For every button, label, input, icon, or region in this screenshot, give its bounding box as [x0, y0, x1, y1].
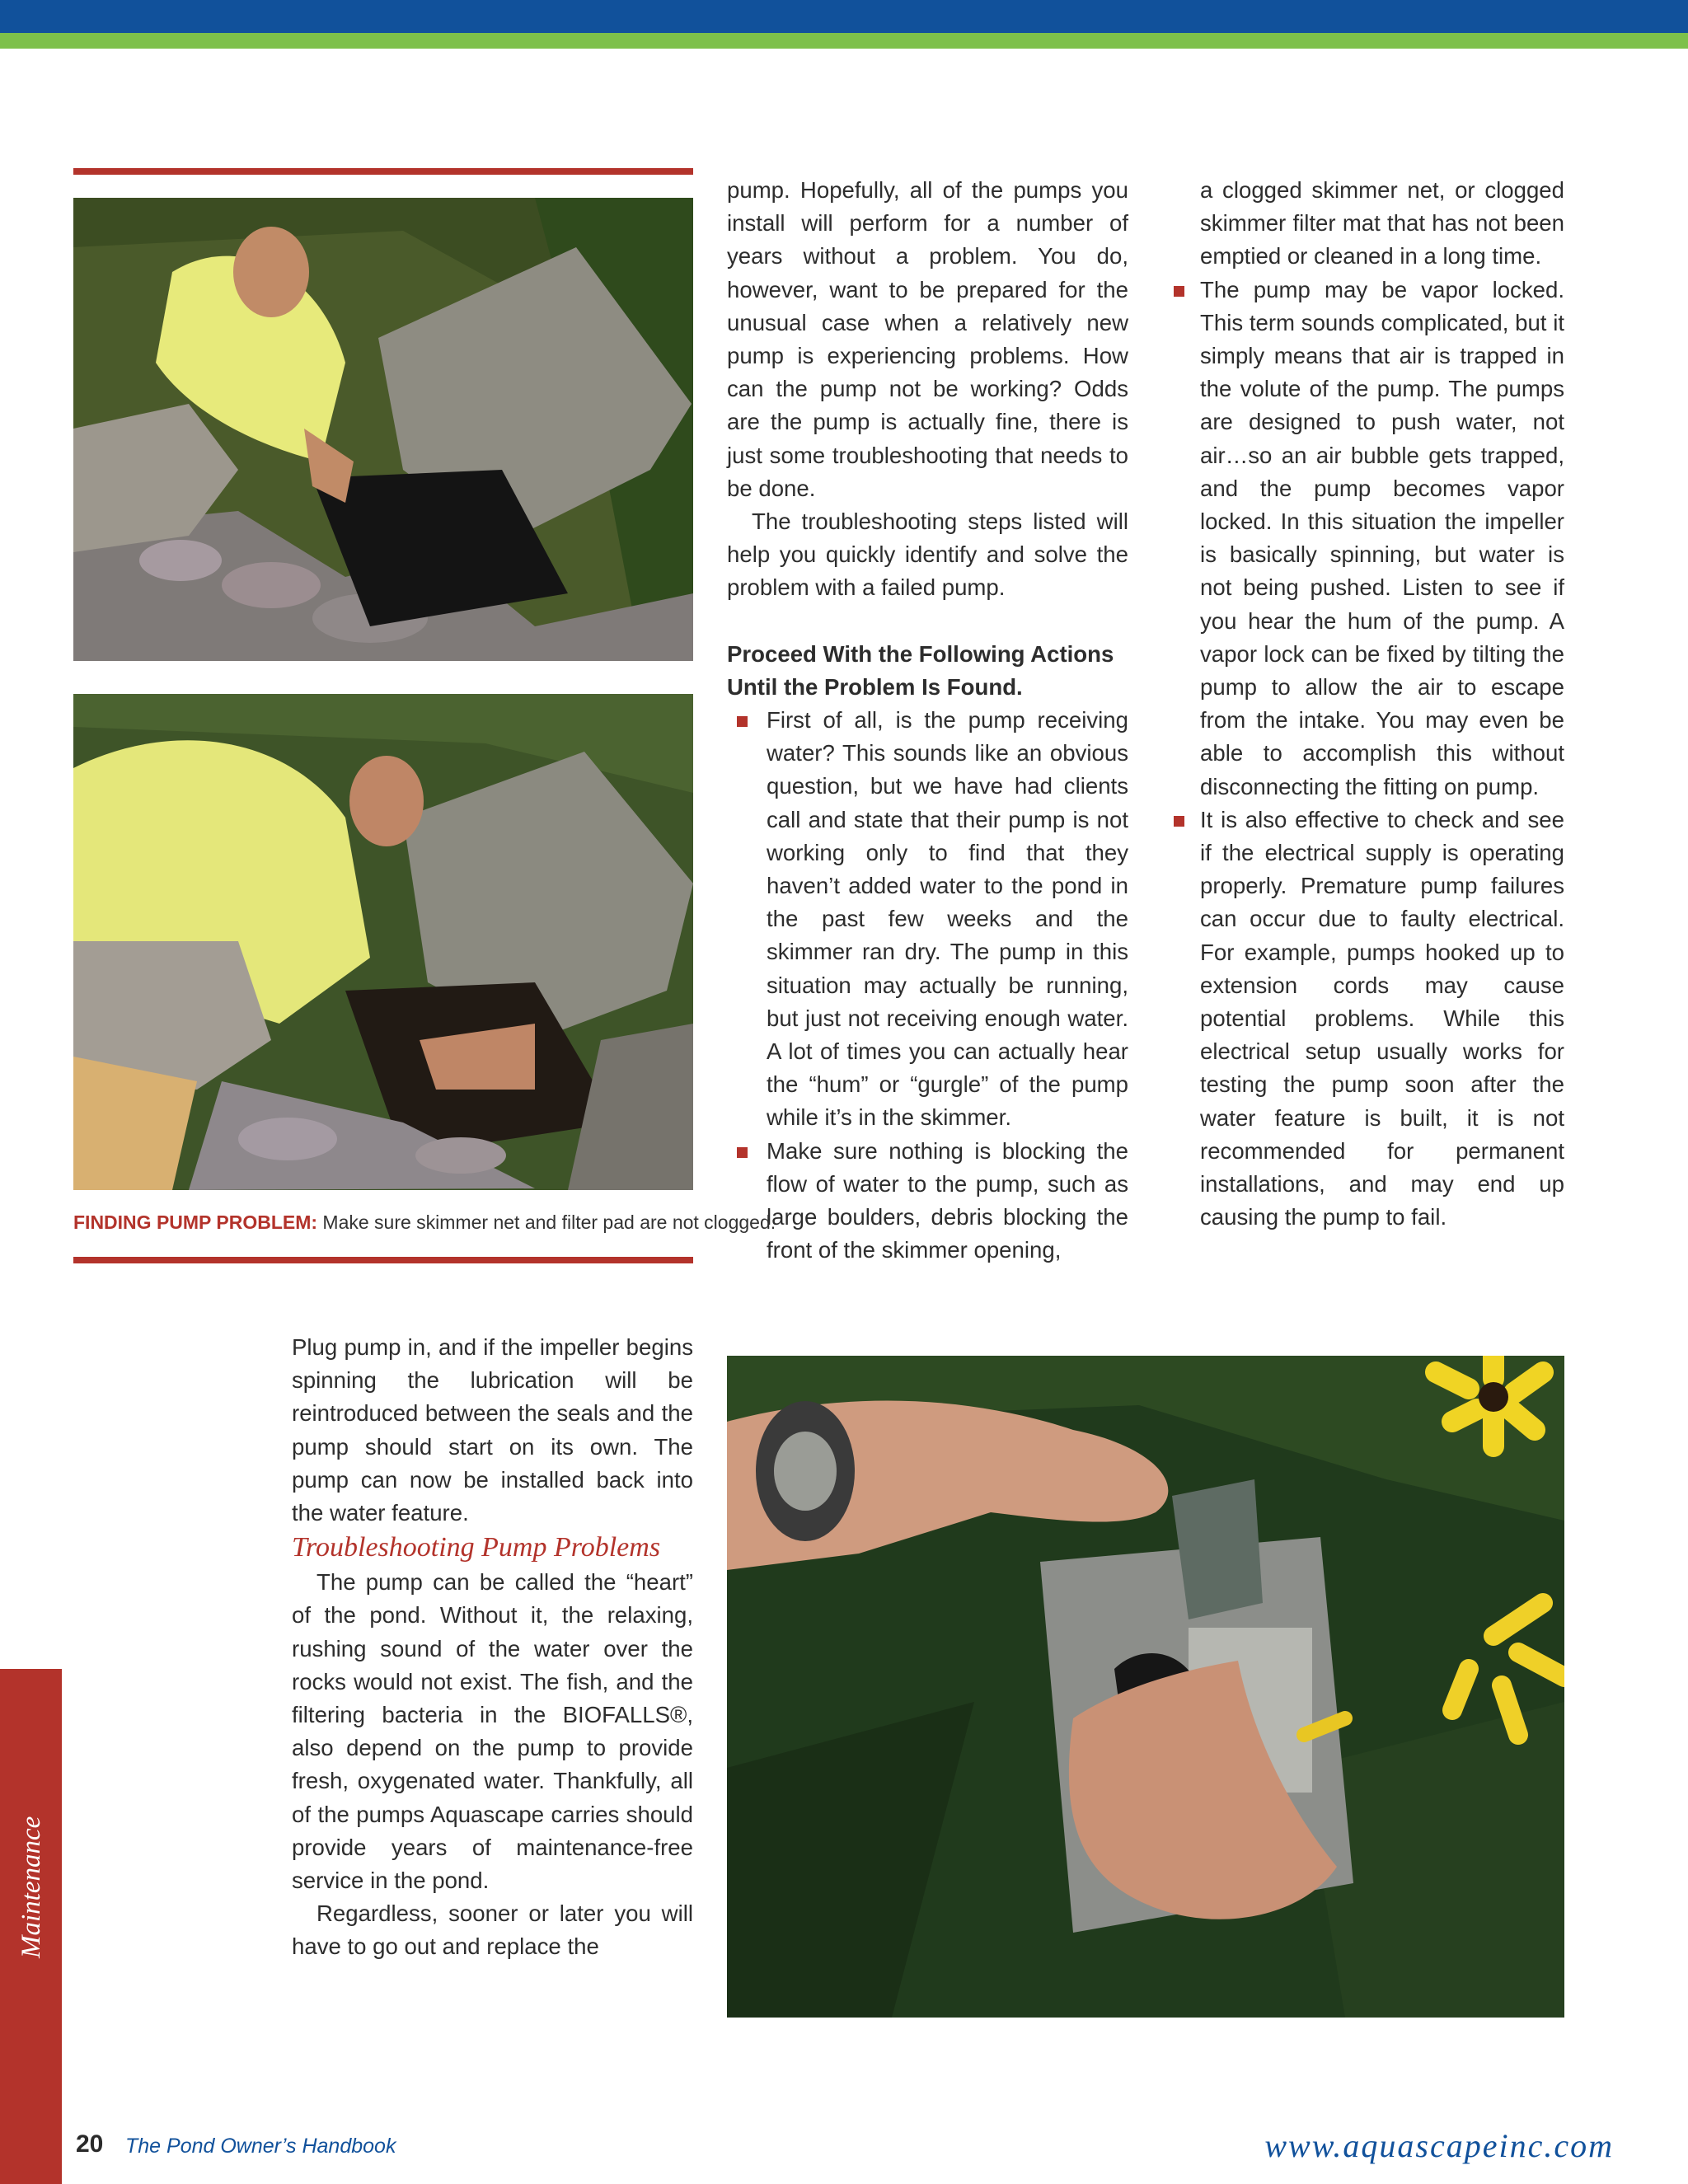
col1-paragraph-3: Regardless, sooner or later you will have to go out and replace the — [292, 1900, 693, 1960]
actions-heading-line2: Until the Problem Is Found. — [727, 673, 1023, 700]
website-url[interactable]: www.aquascapeinc.com — [1264, 2127, 1614, 2164]
col2-paragraph-1: pump. Hopefully, all of the pumps you install will perform for a number of years without a problem. You do, however, want to be prepared for the unusual case when a relatively new pump is experiencing problems. How can the pump not be working? Odds are the pump is actually fine, there is just some troubleshooting that needs to be done. — [727, 177, 1128, 501]
bullet-nothing-blocking: Make sure nothing is blocking the flow of water to the pump, such as large boulders, debris blocking the front of the skimmer opening, — [727, 1135, 1128, 1268]
section-side-tab-label: Maintenance — [16, 1816, 46, 1958]
photo-bottom-rule — [73, 1257, 693, 1263]
header-blue-bar — [0, 0, 1688, 33]
book-title: The Pond Owner’s Handbook — [125, 2135, 396, 2158]
caption-text: Make sure skimmer net and filter pad are not clogged. — [317, 1212, 776, 1233]
bullet-pump-receiving-water: First of all, is the pump receiving water? This sounds like an obvious question, but we have had clients call and state that their pump is not working only to find that they haven’t added water to the pond in the past few weeks and the skimmer ran dry. The pump in this situation may actually be running, but just not receiving enough water. A lot of times you can actually hear the “hum” or “gurgle” of the pump while it’s in the skimmer. — [727, 704, 1128, 1135]
col2-paragraph-2: The troubleshooting steps listed will help you quickly identify and solve the problem with a failed pump. — [727, 509, 1128, 601]
photo-top-rule — [73, 168, 693, 175]
col3-paragraph-1: a clogged skimmer net, or clogged skimmer filter mat that has not been emptied or cleaned in a long time. — [1200, 177, 1564, 269]
bullet-electrical-supply: It is also effective to check and see if the electrical supply is operating properly. Premature pump failures can occur due to faulty electrical. For example, pumps hooked up to extension cords may cause potential problems. While this electrical setup usually works for testing the pump soon after the water feature is built, it is not recommended for permanent installations, and may end up causing the pump to fail. — [1174, 804, 1564, 1235]
man-cleaning-skimmer-photo — [73, 694, 693, 1190]
text-column-3 — [1174, 174, 1564, 1235]
bullet-vapor-locked: The pump may be vapor locked. This term sounds complicated, but it simply means that air is trapped in the volute of the pump. The pumps are designed to push water, not air…so an air bubble gets trapped, and the pump becomes vapor locked. In this situation the impeller is basically spinning, but water is not being pushed. Listen to see if you hear the hum of the pump. A vapor lock can be fixed by tilting the pump to allow the air to escape from the intake. You may even be able to accomplish this without disconnecting the fitting on pump. — [1174, 274, 1564, 804]
caption-lead: FINDING PUMP PROBLEM: — [73, 1212, 318, 1233]
hands-at-outdoor-outlet-photo — [727, 1356, 1564, 2018]
man-opening-skimmer-lid-photo — [73, 198, 693, 661]
actions-heading-line1: Proceed With the Following Actions — [727, 640, 1114, 667]
actions-heading — [727, 638, 1128, 704]
page-number: 20 — [76, 2130, 104, 2158]
text-column-1 — [292, 1331, 693, 1964]
photo-caption — [73, 1212, 776, 1234]
text-column-2 — [727, 174, 1128, 1268]
header-green-bar — [0, 33, 1688, 49]
col1-paragraph-2: The pump can be called the “heart” of the pond. Without it, the relaxing, rushing sound of the water over the rocks would not exist. The fish, and the filtering bacteria in the BIOFALLS®, also depend on the pump to provide fresh, oxygenated water. Thankfully, all of the pumps Aquascape carries should provide years of maintenance-free service in the pond. — [292, 1569, 693, 1894]
section-subhead: Troubleshooting Pump Problems — [292, 1532, 661, 1563]
col1-paragraph-1: Plug pump in, and if the impeller begins spinning the lubrication will be reintroduced between the seals and the pump should start on its own. The pump can now be installed back into the water feature. — [292, 1334, 693, 1526]
